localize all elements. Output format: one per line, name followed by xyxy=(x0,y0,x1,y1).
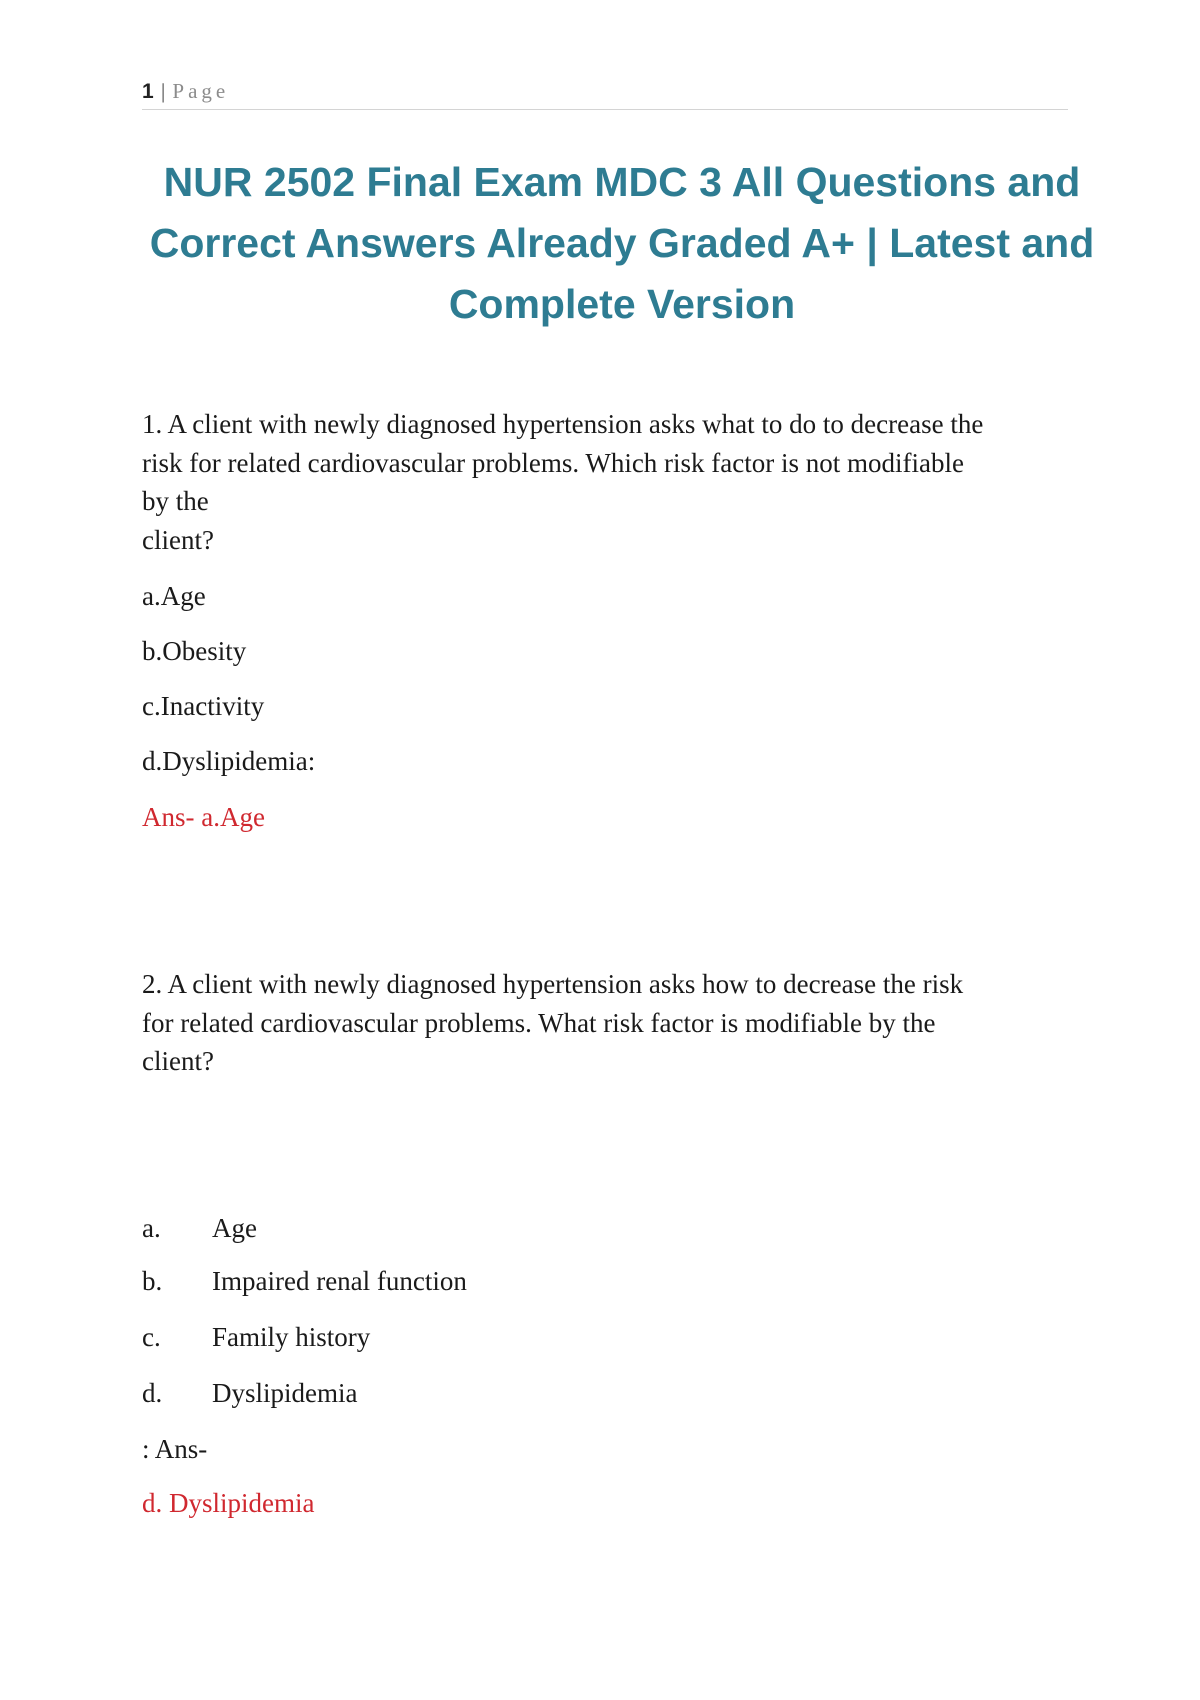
option-letter: c. xyxy=(142,1322,161,1352)
page-word: Page xyxy=(172,79,230,103)
question-line: by the xyxy=(142,486,209,516)
question-line: 2. A client with newly diagnosed hypertension asks how to decrease the risk xyxy=(142,969,964,999)
page-header-separator: | xyxy=(160,79,166,103)
question-line: risk for related cardiovascular problems. Which risk factor is not modifiable xyxy=(142,447,964,478)
question-line: for related cardiovascular problems. What risk factor is modifiable by the xyxy=(142,1007,936,1038)
q1-option-c: c.Inactivity xyxy=(142,691,265,721)
option-text: Impaired renal function xyxy=(212,1266,467,1296)
title-line: Complete Version xyxy=(448,281,796,327)
q1-answer: Ans- a.Age xyxy=(142,802,265,832)
question-line: 1. A client with newly diagnosed hypertension asks what to do to decrease the xyxy=(142,409,984,439)
q2-option-b xyxy=(142,1264,467,1298)
q2-option-a xyxy=(142,1211,257,1245)
title-line: NUR 2502 Final Exam MDC 3 All Questions and xyxy=(163,159,1081,205)
document-title xyxy=(142,152,1102,335)
title-line: Correct Answers Already Graded A+ | Latest and xyxy=(149,220,1095,266)
option-text: Dyslipidemia xyxy=(212,1378,358,1408)
option-text: Family history xyxy=(212,1322,371,1352)
q2-answer-prefix: : Ans- xyxy=(142,1434,208,1464)
q2-option-d xyxy=(142,1376,357,1410)
q2-option-c xyxy=(142,1320,370,1354)
question-line: client? xyxy=(142,524,214,555)
option-text: Age xyxy=(212,1213,257,1243)
q2-answer: d. Dyslipidemia xyxy=(142,1488,315,1518)
q1-option-a: a.Age xyxy=(142,581,206,611)
question-line: client? xyxy=(142,1046,214,1076)
question-2-text xyxy=(142,965,1082,1081)
page-header xyxy=(142,78,1068,110)
question-1-text xyxy=(142,405,1082,559)
option-letter: b. xyxy=(142,1266,163,1296)
q1-option-d: d.Dyslipidemia: xyxy=(142,746,316,776)
option-letter: d. xyxy=(142,1378,163,1408)
q1-option-b: b.Obesity xyxy=(142,636,247,666)
option-letter: a. xyxy=(142,1213,161,1243)
page-number: 1 xyxy=(142,80,154,103)
